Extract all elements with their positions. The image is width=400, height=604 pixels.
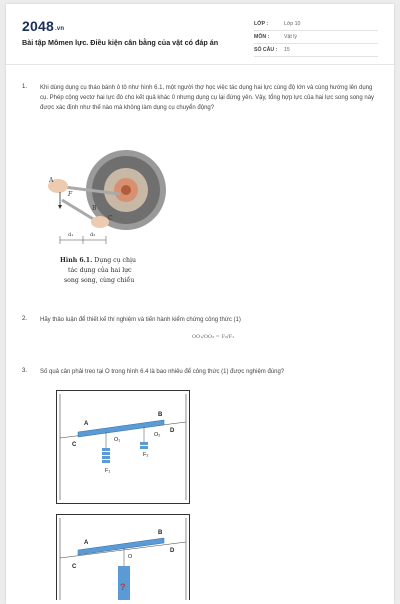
- formula-1: OO₁/OO₂ = F₂/F₁: [192, 334, 235, 340]
- label-unknown: ?: [120, 582, 126, 592]
- label-a: A: [84, 421, 89, 427]
- label-c: C: [108, 215, 113, 222]
- label-b: B: [158, 412, 163, 418]
- label-f: F: [68, 191, 73, 198]
- label-d1: d₁: [68, 232, 74, 238]
- label-a: A: [84, 540, 89, 546]
- figure-balance-question: [56, 514, 190, 600]
- weight-o1-3: [102, 456, 110, 459]
- figure-6-1: [40, 142, 170, 292]
- site-logo[interactable]: [22, 18, 64, 34]
- weight-o2-2: [140, 446, 148, 449]
- label-d: D: [170, 548, 175, 554]
- label-c: C: [72, 442, 77, 448]
- question-3-text: Số quả cân phải treo tại O trong hình 6.4 là bao nhiêu để công thức (1) được nghiệm đúng?: [40, 369, 285, 375]
- meta-class: [254, 18, 378, 31]
- label-o2: O₂: [154, 432, 161, 438]
- meta-class-value: Lớp 10: [284, 21, 301, 27]
- weight-o2-1: [140, 442, 148, 445]
- figure-caption-text-1: Dụng cụ chịu: [94, 257, 136, 264]
- weight-o1-4: [102, 460, 110, 463]
- document-page: [6, 4, 394, 604]
- label-o1: O₁: [114, 437, 121, 443]
- weight-o1-1: [102, 448, 110, 451]
- page-title: Bài tập Mômen lực. Điều kiện cân bằng của vật có đáp án: [22, 38, 219, 47]
- meta-count-label: SỐ CÂU :: [254, 47, 278, 53]
- meta-subject: [254, 31, 378, 44]
- meta-subject-value: Vật lý: [284, 34, 297, 40]
- logo-suffix: .vn: [54, 26, 65, 32]
- figure-caption-line-3: song song, cùng chiều: [64, 277, 135, 284]
- label-f1: F₁: [105, 468, 111, 474]
- arrow-head-f: [58, 205, 62, 209]
- logo-main: 2048: [22, 18, 54, 34]
- label-d2: d₂: [90, 232, 96, 238]
- label-o: O: [128, 554, 133, 560]
- label-f2: F₂: [143, 452, 149, 458]
- meta-class-label: LỚP :: [254, 21, 269, 27]
- hub-bolt: [121, 185, 131, 195]
- figure-caption-bold: Hình 6.1.: [60, 257, 93, 264]
- label-c: C: [72, 564, 77, 570]
- question-1-text: Khi dùng dụng cụ tháo bánh ô tô như hình 6.1, một người thợ học việc tác dụng hai lực cùng độ lớn và cùng hướng lên dụng cụ. Phép cộng vectơ hai lực đó cho kết quả khác 0 nhưng dụng cụ lại đứng yên. Vậy, tổng hợp lực của hai lực song song này được xác định như thế nào mà không làm dụng cụ chuyển động?: [40, 85, 375, 112]
- label-b: B: [158, 530, 163, 536]
- question-1-number: 1.: [22, 84, 28, 90]
- header-divider: [6, 64, 394, 65]
- label-a: A: [49, 177, 54, 184]
- figure-balance-experiment: [56, 390, 190, 504]
- label-d: D: [170, 428, 175, 434]
- hand-bottom: [91, 216, 109, 228]
- frame: [57, 391, 190, 504]
- meta-count: [254, 44, 378, 57]
- question-2-text: Hãy thảo luận để thiết kế thí nghiệm và tiến hành kiểm chứng công thức (1): [40, 317, 241, 323]
- label-b: B: [92, 205, 97, 212]
- weight-o1-2: [102, 452, 110, 455]
- meta-subject-label: MÔN :: [254, 34, 270, 40]
- figure-caption-line-2: tác dụng của hai lực: [68, 267, 132, 274]
- question-2-number: 2.: [22, 316, 28, 322]
- meta-count-value: 15: [284, 47, 290, 53]
- figure-caption-line-1: [60, 257, 136, 264]
- question-3-number: 3.: [22, 368, 28, 374]
